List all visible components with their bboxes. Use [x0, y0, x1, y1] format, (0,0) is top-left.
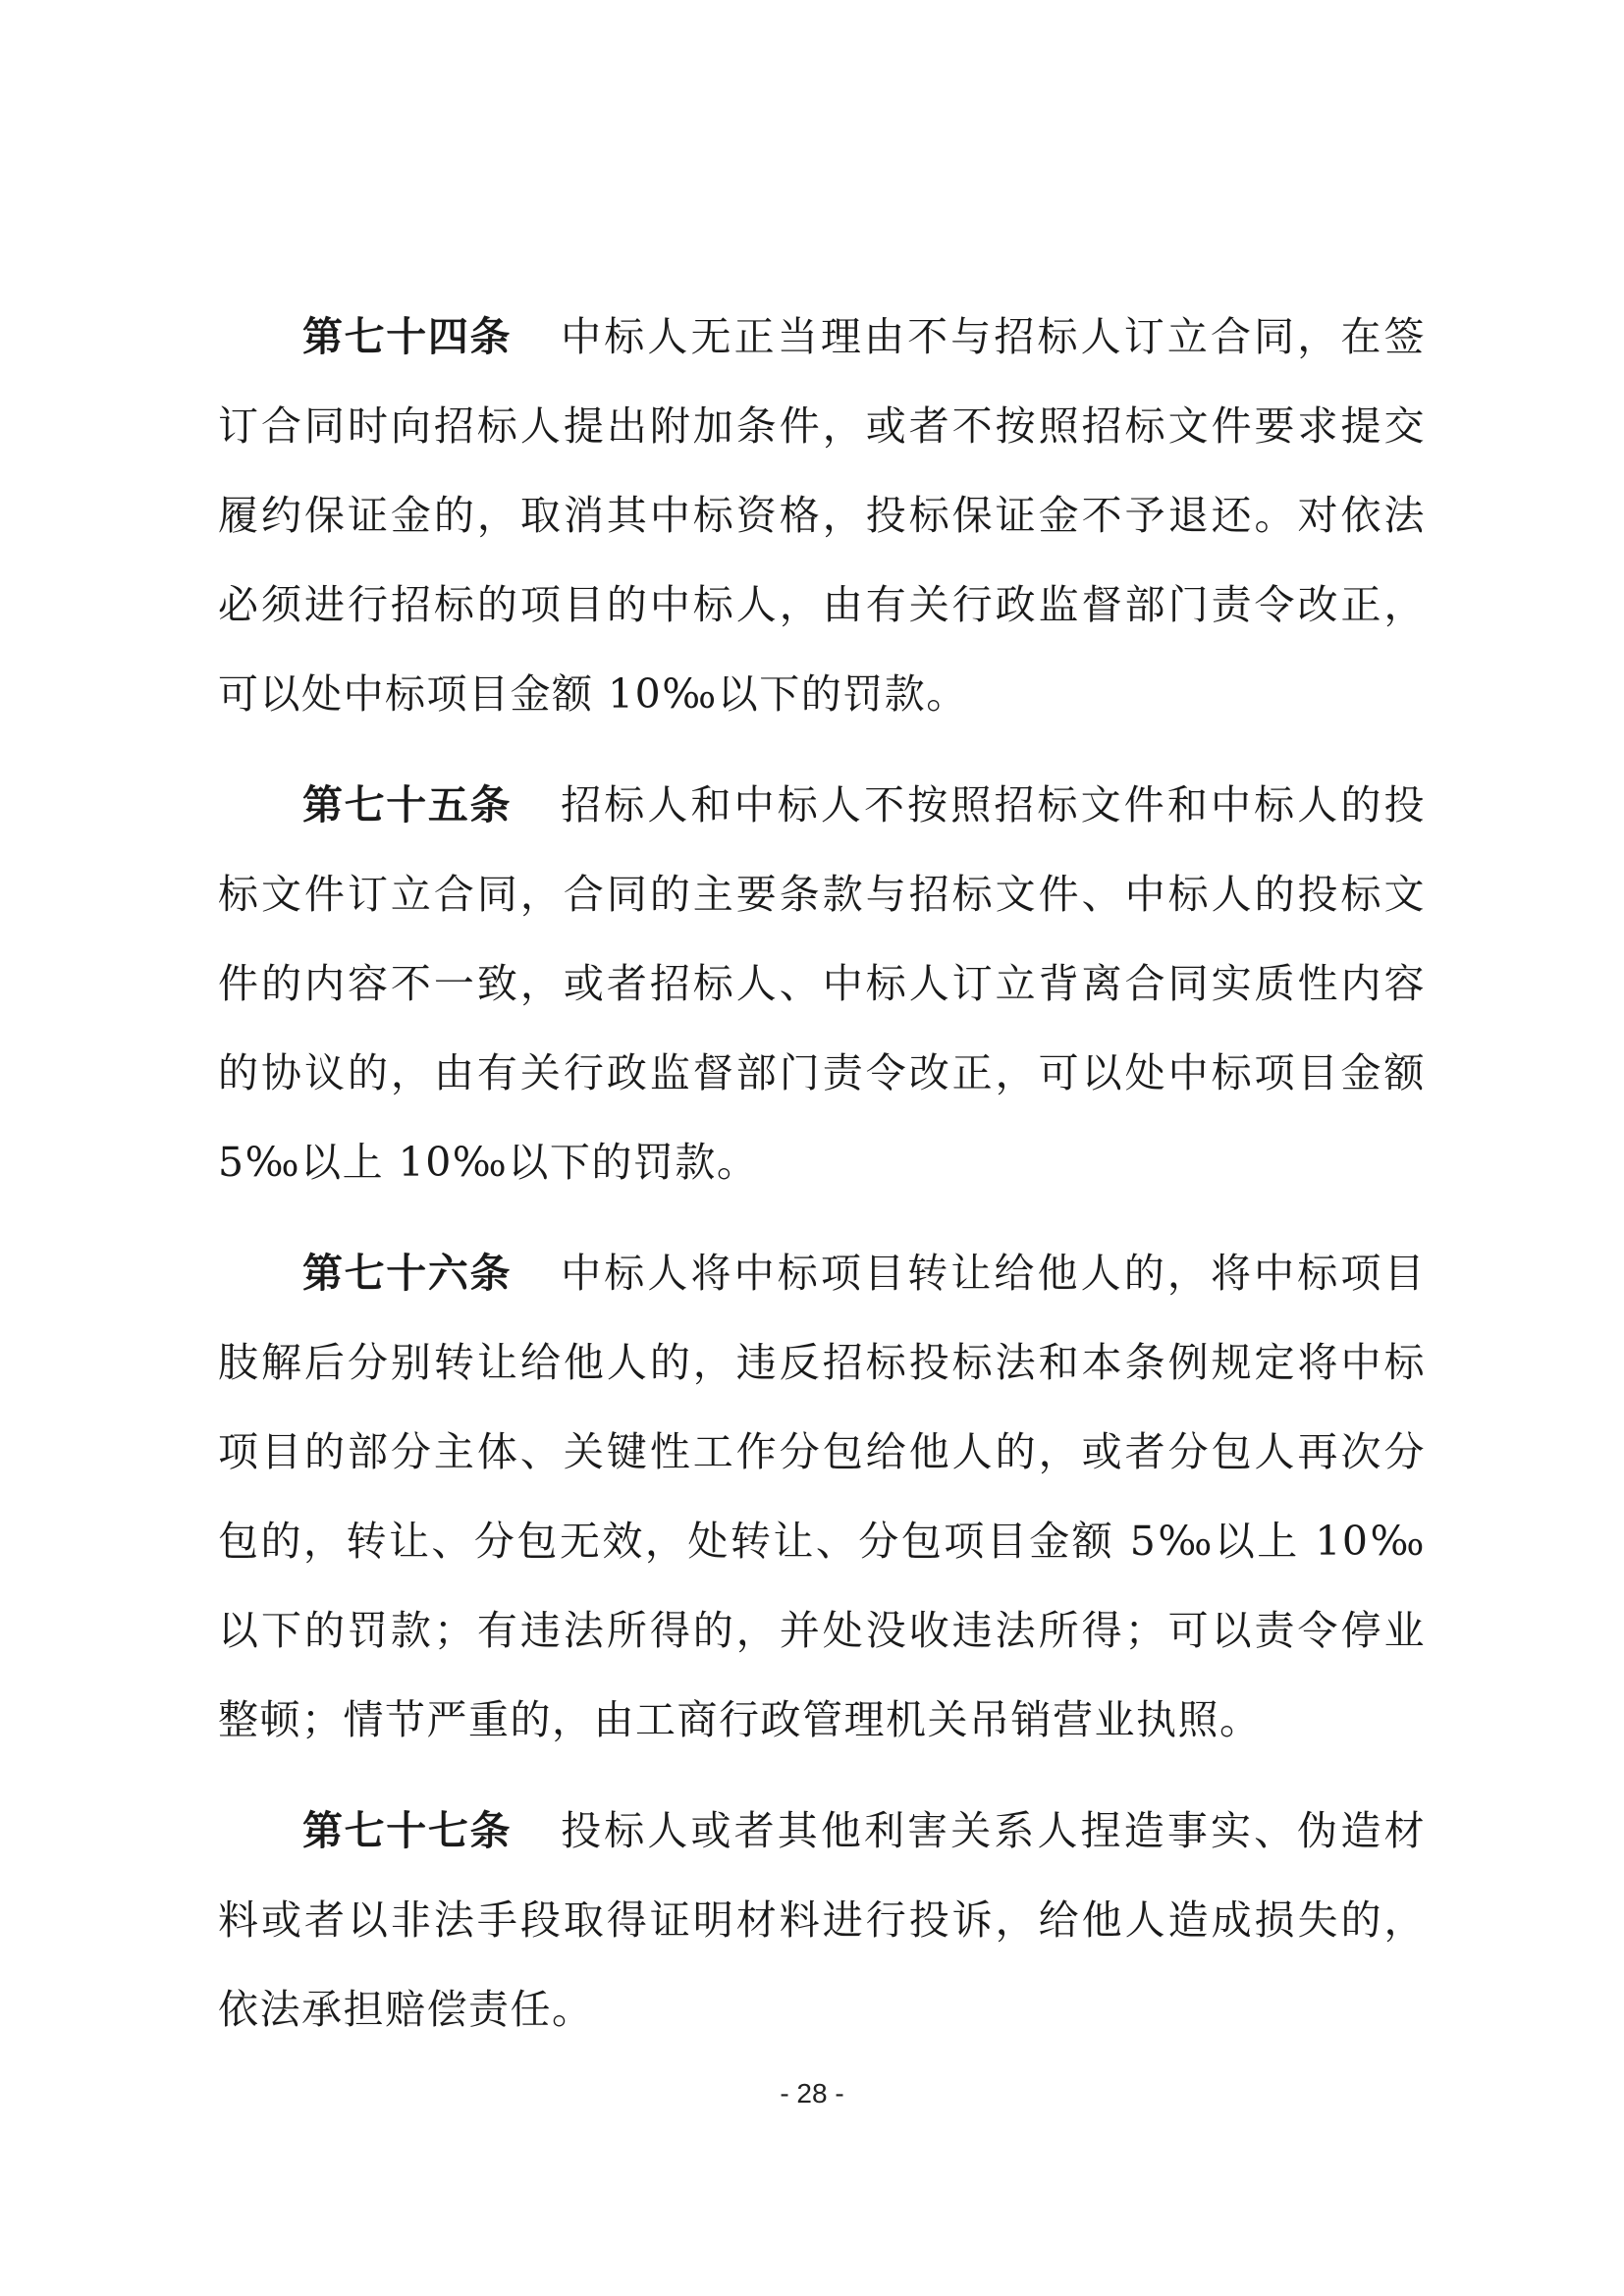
page-number: - 28 -: [780, 2078, 844, 2109]
article-number: 第七十六条: [302, 1250, 513, 1297]
article-77: [218, 1787, 1426, 2055]
article-text: 中标人将中标项目转让给他人的，将中标项目肢解后分别转让给他人的，违反招标投标法和本条例规定将中标项目的部分主体、关键性工作分包给他人的，或者分包人再次分包的，转让、分包无效，处转让、分包项目金额 5‰以上 10‰以下的罚款；有违法所得的，并处没收违法所得；可以责令停业整顿；情节严重的，由工商行政管理机关吊销营业执照。: [218, 1250, 1426, 1743]
article-text: 招标人和中标人不按照招标文件和中标人的投标文件订立合同，合同的主要条款与招标文件、中标人的投标文件的内容不一致，或者招标人、中标人订立背离合同实质性内容的协议的，由有关行政监督部门责令改正，可以处中标项目金额 5‰以上 10‰以下的罚款。: [218, 781, 1426, 1186]
article-74: [218, 293, 1426, 739]
article-76: [218, 1229, 1426, 1765]
article-number: 第七十七条: [302, 1807, 513, 1854]
article-75: [218, 761, 1426, 1207]
article-number: 第七十五条: [302, 781, 513, 828]
document-body: [218, 293, 1426, 2076]
article-number: 第七十四条: [302, 313, 513, 360]
article-text: 中标人无正当理由不与招标人订立合同，在签订合同时向招标人提出附加条件，或者不按照招标文件要求提交履约保证金的，取消其中标资格，投标保证金不予退还。对依法必须进行招标的项目的中标人，由有关行政监督部门责令改正，可以处中标项目金额 10‰以下的罚款。: [218, 313, 1426, 718]
article-text: 投标人或者其他利害关系人捏造事实、伪造材料或者以非法手段取得证明材料进行投诉，给他人造成损失的，依法承担赔偿责任。: [218, 1807, 1426, 2033]
